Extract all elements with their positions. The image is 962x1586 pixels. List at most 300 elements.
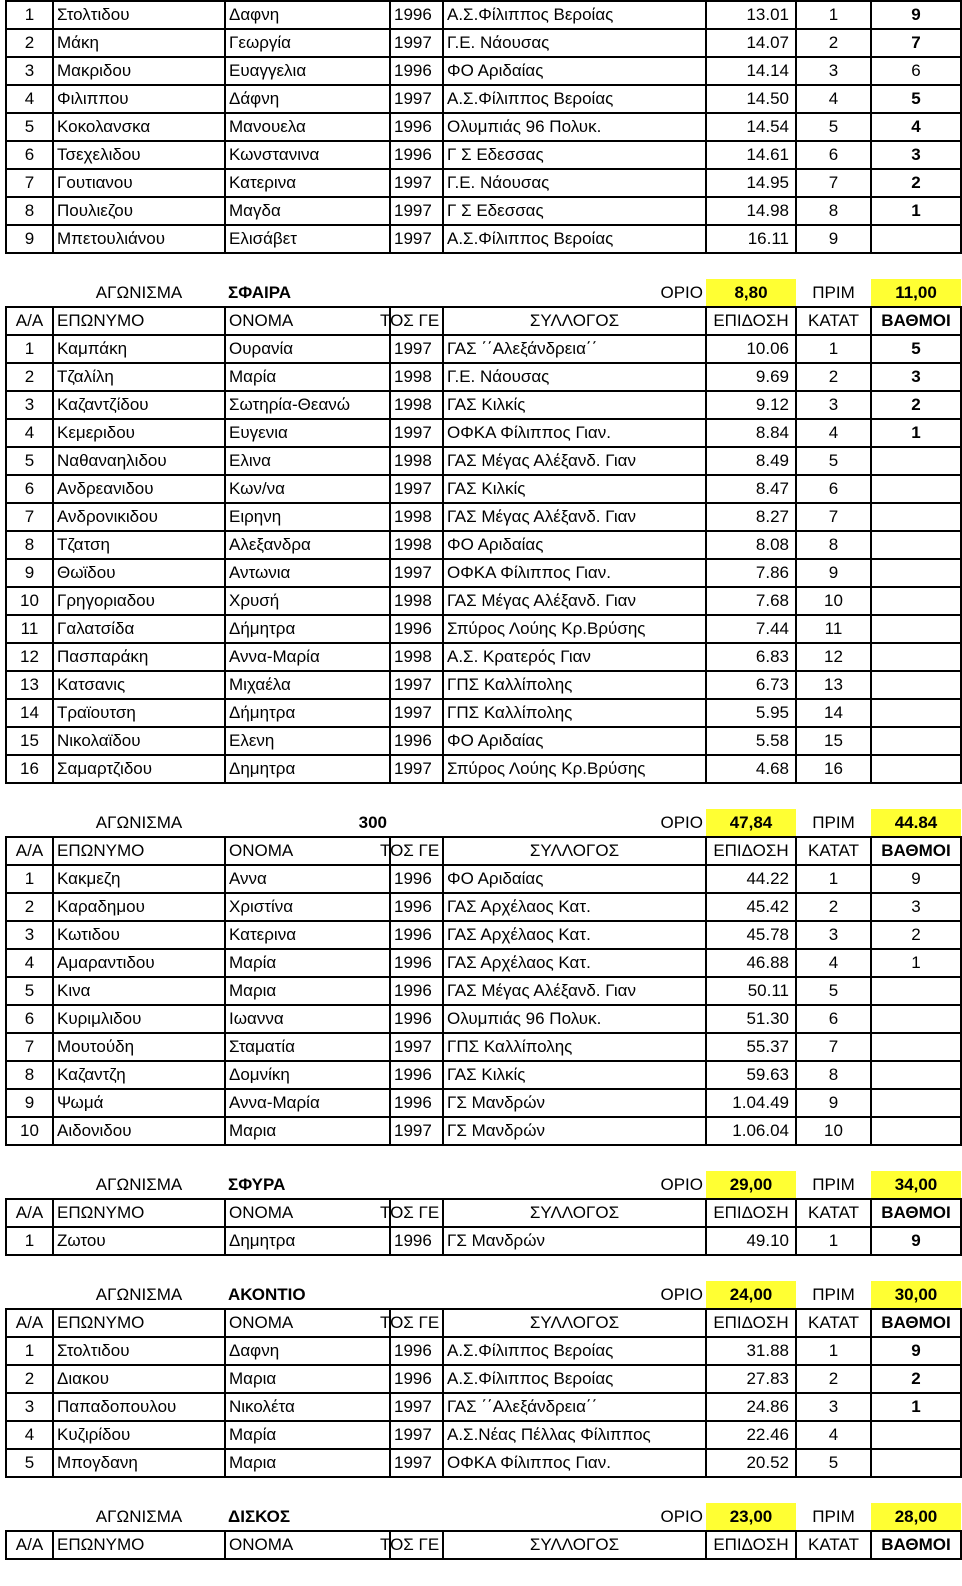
table-row [6,29,961,57]
cell-aa: 10 [6,1117,53,1145]
cell-result: 46.88 [706,949,796,977]
cell-surname: Αιδονιδου [53,1117,225,1145]
cell-surname: Κεμεριδου [53,419,225,447]
cell-surname: Μακριδου [53,57,225,85]
cell-year: 1996 [390,113,443,141]
cell-result: 50.11 [706,977,796,1005]
cell-name: Σωτηρία-Θεανώ [225,391,390,419]
event-spacer [6,1171,53,1199]
table-row [6,671,961,699]
cell-surname: Γρηγοριαδου [53,587,225,615]
cell-points [871,225,961,253]
cell-year: 1998 [390,643,443,671]
event-name: 300 [358,812,387,832]
cell-rank: 3 [796,921,871,949]
cell-club: ΦΟ Αριδαίας [443,531,706,559]
header-name: ΟΝΟΜΑ [225,307,390,335]
header-points: ΒΑΘΜΟΙ [871,1309,961,1337]
header-club: ΣΥΛΛΟΓΟΣ [443,1531,706,1559]
cell-name: Κατερινα [225,921,390,949]
cell-rank: 13 [796,671,871,699]
cell-result: 8.27 [706,503,796,531]
header-club: ΣΥΛΛΟΓΟΣ [443,837,706,865]
cell-year: 1996 [390,727,443,755]
cell-rank: 1 [796,335,871,363]
table-row [6,475,961,503]
spacer-row [6,1255,961,1281]
cell-aa: 15 [6,727,53,755]
cell-surname: Στολτιδου [53,1337,225,1365]
event-label: ΑΓΩΝΙΣΜΑ [95,282,183,302]
header-result: ΕΠΙΔΟΣΗ [706,1309,796,1337]
table-row [6,865,961,893]
cell-aa: 5 [6,1449,53,1477]
cell-surname: Γαλατσίδα [53,615,225,643]
cell-year: 1998 [390,447,443,475]
cell-points: 2 [871,169,961,197]
cell-surname: Γουτιανου [53,169,225,197]
event-spacer [6,279,53,307]
cell-surname: Μάκη [53,29,225,57]
cell-rank: 6 [796,475,871,503]
table-row [6,949,961,977]
prim-value: 44.84 [871,809,961,837]
cell-points [871,615,961,643]
limit-label: ΟΡΙΟ [660,282,703,302]
cell-year: 1997 [390,671,443,699]
cell-club: ΓΑΣ Κιλκίς [443,475,706,503]
spacer-row [6,1477,961,1503]
cell-year: 1998 [390,531,443,559]
cell-result: 7.44 [706,615,796,643]
cell-name: Ελισάβετ [225,225,390,253]
header-result: ΕΠΙΔΟΣΗ [706,307,796,335]
cell-year: 1996 [390,1365,443,1393]
cell-points: 7 [871,29,961,57]
cell-year: 1997 [390,29,443,57]
cell-points: 3 [871,141,961,169]
cell-surname: Αμαραντιδου [53,949,225,977]
cell-result: 59.63 [706,1061,796,1089]
cell-aa: 1 [6,865,53,893]
cell-year: 1998 [390,503,443,531]
cell-year: 1997 [390,169,443,197]
cell-rank: 2 [796,1365,871,1393]
cell-aa: 3 [6,921,53,949]
cell-aa: 3 [6,391,53,419]
cell-year: 1997 [390,85,443,113]
table-row [6,921,961,949]
cell-surname: Πασπαράκη [53,643,225,671]
spacer-row [6,783,961,809]
limit-value: 8,80 [706,279,796,307]
cell-points [871,1089,961,1117]
cell-club: ΓΣ Μανδρών [443,1227,706,1255]
cell-year: 1996 [390,615,443,643]
table-row [6,1227,961,1255]
header-rank: ΚΑΤΑΤ [796,1309,871,1337]
cell-result: 22.46 [706,1421,796,1449]
cell-result: 8.49 [706,447,796,475]
cell-surname: Φιλιππου [53,85,225,113]
table-row [6,587,961,615]
cell-rank: 6 [796,141,871,169]
cell-points [871,643,961,671]
header-aa: Α/Α [6,1531,53,1559]
cell-points [871,699,961,727]
cell-club: Γ.Ε. Νάουσας [443,29,706,57]
header-points: ΒΑΘΜΟΙ [871,837,961,865]
cell-name: Ευγενια [225,419,390,447]
cell-points [871,1005,961,1033]
limit-label: ΟΡΙΟ [660,812,703,832]
cell-year: 1996 [390,893,443,921]
cell-surname: Μουτούδη [53,1033,225,1061]
results-table [5,0,962,1560]
cell-aa: 1 [6,335,53,363]
cell-surname: Τραϊουτση [53,699,225,727]
cell-club: ΓΑΣ Αρχέλαος Κατ. [443,893,706,921]
cell-club: Α.Σ.Φίλιππος Βεροίας [443,1337,706,1365]
table-row [6,503,961,531]
cell-club: Α.Σ.Φίλιππος Βεροίας [443,1365,706,1393]
cell-club: ΓΑΣ Κιλκίς [443,1061,706,1089]
header-rank: ΚΑΤΑΤ [796,837,871,865]
cell-result: 9.12 [706,391,796,419]
cell-result: 6.83 [706,643,796,671]
header-surname: ΕΠΩΝΥΜΟ [53,1309,225,1337]
cell-points [871,727,961,755]
cell-club: Ολυμπιάς 96 Πολυκ. [443,1005,706,1033]
cell-year: 1996 [390,1,443,29]
prim-value: 11,00 [871,279,961,307]
limit-label: ΟΡΙΟ [660,1506,703,1526]
cell-surname: Τσεχελιδου [53,141,225,169]
table-row [6,1449,961,1477]
table-row [6,391,961,419]
cell-name: Αντωνια [225,559,390,587]
cell-rank: 10 [796,1117,871,1145]
cell-points [871,587,961,615]
cell-rank: 14 [796,699,871,727]
cell-aa: 11 [6,615,53,643]
table-row [6,1337,961,1365]
cell-club: ΓΠΣ Καλλίπολης [443,1033,706,1061]
cell-aa: 8 [6,1061,53,1089]
header-club: ΣΥΛΛΟΓΟΣ [443,1199,706,1227]
cell-surname: Ναθαναηλιδου [53,447,225,475]
cell-result: 5.95 [706,699,796,727]
event-spacer [6,1281,53,1309]
cell-name: Κωνστανινα [225,141,390,169]
cell-aa: 13 [6,671,53,699]
cell-name: Μαρία [225,949,390,977]
header-aa: Α/Α [6,837,53,865]
spacer-cell [6,253,961,279]
header-year: ΤΟΣ ΓΕ [390,837,443,865]
cell-name: Αννα [225,865,390,893]
table-row [6,1061,961,1089]
prim-label: ΠΡΙΜ [812,1284,855,1304]
column-header-row [6,1309,961,1337]
cell-points: 3 [871,363,961,391]
cell-name: Ειρηνη [225,503,390,531]
header-points: ΒΑΘΜΟΙ [871,1199,961,1227]
spacer-row [6,253,961,279]
cell-name: Κατερινα [225,169,390,197]
event-spacer [6,1503,53,1531]
table-row [6,755,961,783]
header-club: ΣΥΛΛΟΓΟΣ [443,1309,706,1337]
cell-aa: 6 [6,141,53,169]
table-row [6,559,961,587]
header-rank: ΚΑΤΑΤ [796,307,871,335]
cell-surname: Σαμαρτζιδου [53,755,225,783]
table-row [6,113,961,141]
cell-club: Γ Σ Εδεσσας [443,197,706,225]
cell-result: 9.69 [706,363,796,391]
cell-result: 45.78 [706,921,796,949]
column-header-row [6,1531,961,1559]
cell-points: 9 [871,865,961,893]
cell-year: 1997 [390,419,443,447]
cell-surname: Καζαντζη [53,1061,225,1089]
cell-aa: 8 [6,197,53,225]
limit-value: 23,00 [706,1503,796,1531]
cell-name: Αννα-Μαρία [225,1089,390,1117]
cell-name: Μαρια [225,1449,390,1477]
cell-rank: 7 [796,1033,871,1061]
limit-value: 24,00 [706,1281,796,1309]
cell-result: 1.06.04 [706,1117,796,1145]
cell-year: 1996 [390,1005,443,1033]
cell-result: 27.83 [706,1365,796,1393]
cell-club: ΓΑΣ Μέγας Αλέξανδ. Γιαν [443,587,706,615]
cell-rank: 4 [796,949,871,977]
cell-aa: 4 [6,1421,53,1449]
cell-rank: 2 [796,29,871,57]
cell-aa: 6 [6,1005,53,1033]
cell-year: 1996 [390,1061,443,1089]
cell-aa: 5 [6,977,53,1005]
header-aa: Α/Α [6,1199,53,1227]
table-row [6,1365,961,1393]
cell-year: 1998 [390,363,443,391]
cell-aa: 9 [6,1089,53,1117]
cell-surname: Κυριμλιδου [53,1005,225,1033]
cell-club: ΓΠΣ Καλλίπολης [443,671,706,699]
cell-result: 10.06 [706,335,796,363]
cell-result: 51.30 [706,1005,796,1033]
cell-name: Δάφνη [225,85,390,113]
cell-points: 1 [871,1393,961,1421]
cell-surname: Καμπάκη [53,335,225,363]
cell-rank: 5 [796,1449,871,1477]
header-year: ΤΟΣ ΓΕ [390,1309,443,1337]
cell-surname: Παπαδοπουλου [53,1393,225,1421]
header-result: ΕΠΙΔΟΣΗ [706,1199,796,1227]
limit-value: 47,84 [706,809,796,837]
event-name: ΣΦΑΙΡΑ [228,282,292,302]
cell-points: 4 [871,113,961,141]
cell-surname: Καραδημου [53,893,225,921]
cell-aa: 10 [6,587,53,615]
table-row [6,1005,961,1033]
cell-rank: 8 [796,531,871,559]
cell-club: ΦΟ Αριδαίας [443,57,706,85]
cell-surname: Πουλιεζου [53,197,225,225]
cell-result: 55.37 [706,1033,796,1061]
cell-year: 1996 [390,865,443,893]
table-row [6,893,961,921]
cell-result: 24.86 [706,1393,796,1421]
header-result: ΕΠΙΔΟΣΗ [706,1531,796,1559]
cell-aa: 14 [6,699,53,727]
cell-name: Δαφνη [225,1337,390,1365]
cell-aa: 1 [6,1337,53,1365]
cell-surname: Κωτιδου [53,921,225,949]
cell-points [871,1449,961,1477]
cell-club: ΓΑΣ Αρχέλαος Κατ. [443,921,706,949]
cell-points [871,531,961,559]
header-year: ΤΟΣ ΓΕ [390,1199,443,1227]
cell-points: 1 [871,949,961,977]
cell-result: 14.98 [706,197,796,225]
cell-points [871,671,961,699]
cell-name: Γεωργία [225,29,390,57]
prim-label: ΠΡΙΜ [812,1506,855,1526]
cell-surname: Κινα [53,977,225,1005]
cell-year: 1996 [390,57,443,85]
spacer-cell [6,1145,961,1171]
cell-club: Α.Σ.Νέας Πέλλας Φίλιππος [443,1421,706,1449]
cell-surname: Ζωτου [53,1227,225,1255]
cell-club: ΓΑΣ ΄΄Αλεξάνδρεια΄΄ [443,1393,706,1421]
prim-label: ΠΡΙΜ [812,812,855,832]
cell-year: 1997 [390,1393,443,1421]
cell-result: 1.04.49 [706,1089,796,1117]
cell-name: Ελενη [225,727,390,755]
event-title-row [6,1503,961,1531]
cell-surname: Ανδρονικιδου [53,503,225,531]
cell-name: Κων/να [225,475,390,503]
event-title-row [6,809,961,837]
spacer-row [6,1145,961,1171]
table-row [6,335,961,363]
cell-club: Γ.Ε. Νάουσας [443,363,706,391]
cell-aa: 12 [6,643,53,671]
cell-rank: 5 [796,447,871,475]
limit-label: ΟΡΙΟ [660,1284,703,1304]
cell-club: Α.Σ.Φίλιππος Βεροίας [443,1,706,29]
prim-label: ΠΡΙΜ [812,1174,855,1194]
cell-aa: 6 [6,475,53,503]
cell-result: 14.54 [706,113,796,141]
cell-result: 7.68 [706,587,796,615]
cell-aa: 9 [6,225,53,253]
cell-rank: 9 [796,225,871,253]
cell-rank: 16 [796,755,871,783]
cell-club: ΓΣ Μανδρών [443,1117,706,1145]
header-points: ΒΑΘΜΟΙ [871,307,961,335]
cell-rank: 6 [796,1005,871,1033]
cell-rank: 1 [796,1,871,29]
header-name: ΟΝΟΜΑ [225,1199,390,1227]
cell-name: Μαρία [225,1421,390,1449]
cell-rank: 1 [796,1337,871,1365]
cell-club: ΦΟ Αριδαίας [443,865,706,893]
cell-surname: Ανδρεανιδου [53,475,225,503]
cell-club: ΟΦΚΑ Φίλιππος Γιαν. [443,419,706,447]
table-row [6,1089,961,1117]
cell-name: Δημητρα [225,1227,390,1255]
event-spacer [6,809,53,837]
cell-result: 7.86 [706,559,796,587]
cell-club: Α.Σ. Κρατερός Γιαν [443,643,706,671]
cell-points [871,977,961,1005]
cell-name: Μαρια [225,1117,390,1145]
cell-rank: 7 [796,503,871,531]
cell-club: ΓΑΣ ΄΄Αλεξάνδρεια΄΄ [443,335,706,363]
cell-aa: 3 [6,1393,53,1421]
cell-rank: 12 [796,643,871,671]
event-title-row [6,1281,961,1309]
cell-points: 1 [871,197,961,225]
cell-surname: Καζαντζίδου [53,391,225,419]
header-surname: ΕΠΩΝΥΜΟ [53,837,225,865]
cell-rank: 4 [796,419,871,447]
cell-year: 1998 [390,587,443,615]
header-surname: ΕΠΩΝΥΜΟ [53,1531,225,1559]
prim-value: 28,00 [871,1503,961,1531]
cell-rank: 1 [796,1227,871,1255]
cell-club: Γ Σ Εδεσσας [443,141,706,169]
cell-points [871,503,961,531]
table-row [6,1393,961,1421]
cell-rank: 9 [796,559,871,587]
cell-year: 1996 [390,141,443,169]
column-header-row [6,837,961,865]
cell-points: 2 [871,391,961,419]
cell-aa: 1 [6,1,53,29]
cell-result: 8.47 [706,475,796,503]
table-row [6,643,961,671]
cell-surname: Τζατση [53,531,225,559]
cell-year: 1997 [390,1449,443,1477]
cell-name: Μανουελα [225,113,390,141]
cell-club: ΓΑΣ Αρχέλαος Κατ. [443,949,706,977]
cell-rank: 10 [796,587,871,615]
cell-result: 16.11 [706,225,796,253]
cell-name: Μαρια [225,977,390,1005]
header-surname: ΕΠΩΝΥΜΟ [53,1199,225,1227]
cell-aa: 4 [6,85,53,113]
cell-name: Νικολέτα [225,1393,390,1421]
cell-club: Α.Σ.Φίλιππος Βεροίας [443,85,706,113]
cell-rank: 5 [796,977,871,1005]
cell-rank: 2 [796,893,871,921]
table-row [6,225,961,253]
table-row [6,531,961,559]
event-name: ΔΙΣΚΟΣ [228,1506,291,1526]
table-row [6,141,961,169]
cell-rank: 3 [796,57,871,85]
cell-result: 14.61 [706,141,796,169]
spacer-cell [6,783,961,809]
event-name: ΑΚΟΝΤΙΟ [228,1284,306,1304]
cell-result: 20.52 [706,1449,796,1477]
cell-aa: 7 [6,1033,53,1061]
